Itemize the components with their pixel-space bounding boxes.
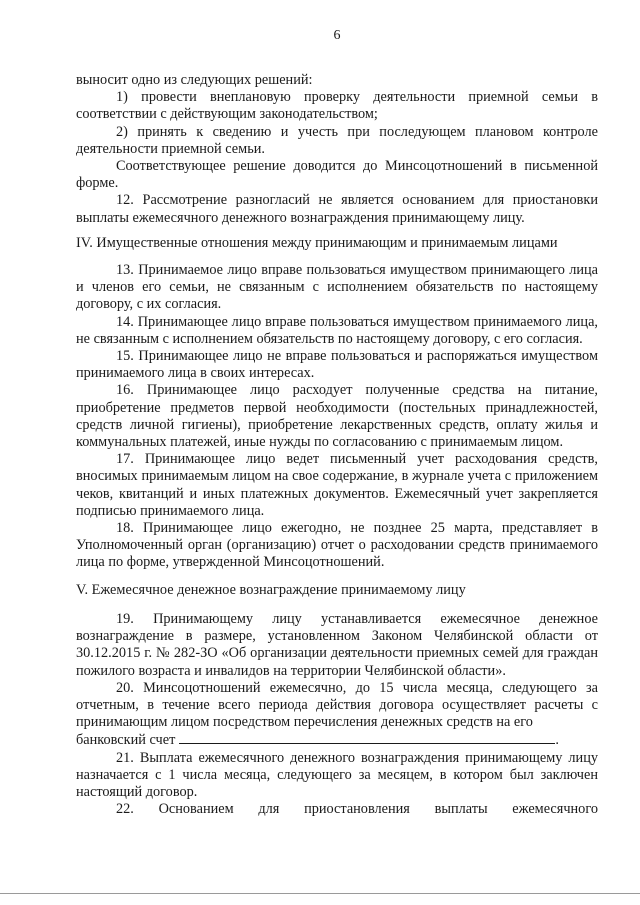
page-number: 6	[333, 28, 341, 43]
paragraph-15: 15. Принимающее лицо не вправе пользоваться и распоряжаться имуществом принимаемого лица в своих интересах.	[76, 348, 598, 382]
paragraph-19: 19. Принимающему лицу устанавливается ежемесячное денежное вознаграждение в размере, установленном Законом Челябинской области от 30.12.2015 г. № 282-ЗО «Об организации деятельности приемных семей для граждан пожилого возраста и инвалидов на территории Челябинской области».	[76, 610, 598, 679]
document-body	[76, 72, 598, 818]
paragraph-13: 13. Принимаемое лицо вправе пользоваться имуществом принимающего лица и членов его семьи, не связанным с исполнением обязательств по настоящему договору, с их согласия.	[76, 262, 598, 313]
paragraph-17: 17. Принимающее лицо ведет письменный учет расходования средств, вносимых принимаемым лицом на свое содержание, в журнале учета с приложением чеков, квитанций и иных платежных документов. Ежемесячный учет закрепляется подписью принимаемого лица.	[76, 451, 598, 519]
bank-account-line	[76, 731, 598, 749]
paragraph-18: 18. Принимающее лицо ежегодно, не позднее 25 марта, представляет в Уполномоченный орган (организацию) отчет о расходовании средств принимаемого лица по форме, утвержденной Минсоцотношений.	[76, 520, 598, 571]
paragraph-21: 21. Выплата ежемесячного денежного вознаграждения принимающему лицу назначается с 1 числа месяца, следующего за месяцем, в котором был заключен настоящий договор.	[76, 749, 598, 800]
paragraph-12: 12. Рассмотрение разногласий не является основанием для приостановки выплаты ежемесячного денежного вознаграждения принимающему лицу.	[76, 192, 598, 226]
paragraph-decision-notice: Соответствующее решение доводится до Минсоцотношений в письменной форме.	[76, 158, 598, 192]
page-bottom-divider	[0, 893, 640, 894]
bank-account-end: .	[555, 732, 559, 749]
bank-account-label: банковский счет	[76, 732, 176, 749]
bank-account-blank	[179, 731, 555, 744]
paragraph-16: 16. Принимающее лицо расходует полученные средства на питание, приобретение предметов первой необходимости (постельных принадлежностей, средств личной гигиены), приобретение лекарственных средств, оплату жилья и коммунальных платежей, иные нужды по согласованию с принимаемым лицом.	[76, 382, 598, 451]
paragraph-decision-intro: выносит одно из следующих решений:	[76, 72, 313, 88]
paragraph-decision-option-2: 2) принять к сведению и учесть при последующем плановом контроле деятельности приемной семьи.	[76, 123, 598, 157]
paragraph-20: 20. Минсоцотношений ежемесячно, до 15 числа месяца, следующего за отчетным, в течение всего периода действия договора осуществляет расчеты с принимающим лицом посредством перечисления денежных средств на его	[76, 679, 598, 731]
paragraph-decision-option-1: 1) провести внеплановую проверку деятельности приемной семьи в соответствии с действующим законодательством;	[76, 89, 598, 123]
section-heading-iv: IV. Имущественные отношения между принимающим и принимаемым лицами	[76, 234, 558, 251]
section-heading-v: V. Ежемесячное денежное вознаграждение принимаемому лицу	[76, 581, 466, 598]
paragraph-22: 22. Основанием для приостановления выплаты ежемесячного	[116, 801, 598, 818]
paragraph-14: 14. Принимающее лицо вправе пользоваться имуществом принимаемого лица, не связанным с исполнением обязательств по настоящему договору, с его согласия.	[76, 313, 598, 347]
